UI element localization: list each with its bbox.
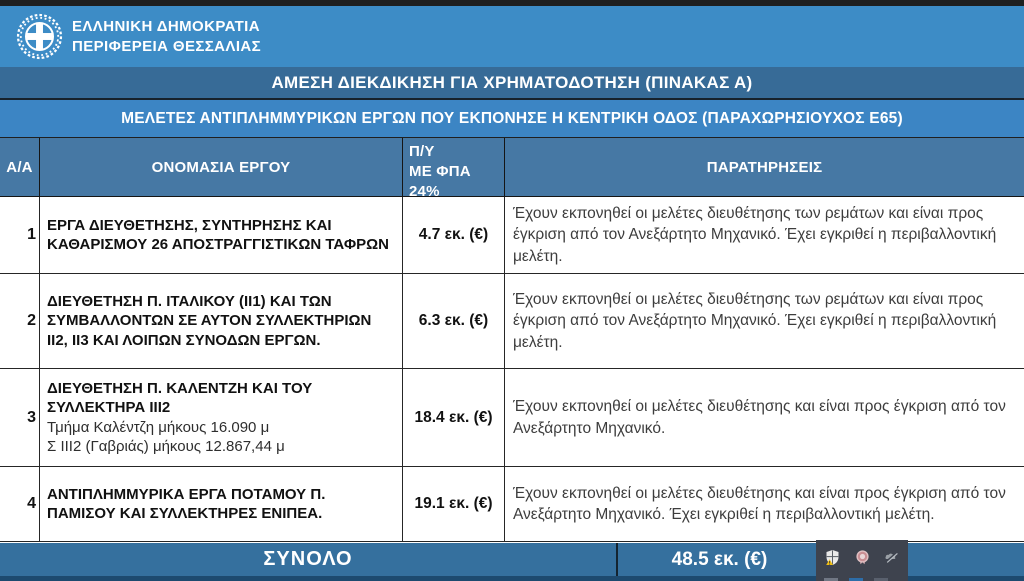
project-remarks-text: Έχουν εκπονηθεί οι μελέτες διευθέτησης και είναι προς έγκριση από τον Ανεξάρτητο Μηχανικό.: [513, 398, 1006, 437]
project-budget: 4.7 εκ. (€): [403, 197, 505, 274]
total-value: 48.5 εκ. (€): [671, 548, 768, 570]
muted-disabled-icon[interactable]: [883, 549, 900, 566]
org-line1: ΕΛΛΗΝΙΚΗ ΔΗΜΟΚΡΑΤΙΑ: [72, 18, 260, 35]
project-budget: 19.1 εκ. (€): [403, 467, 505, 542]
project-remarks-text: Έχουν εκπονηθεί οι μελέτες διευθέτησης των ρεμάτων και είναι προς έγκριση από τον Ανεξάρτητο Μηχανικό. Έχει εγκριθεί η περιβαλλοντική μελέτη.: [513, 204, 997, 265]
project-budget: 18.4 εκ. (€): [403, 369, 505, 467]
project-remarks-text: Έχουν εκπονηθεί οι μελέτες διευθέτησης και είναι προς έγκριση από τον Ανεξάρτητο Μηχανικό. Έχει εγκριθεί η περιβαλλοντική μελέτη.: [513, 484, 1006, 523]
project-detail-line: Σ III2 (Γαβριάς) μήκους 12.867,44 μ: [47, 438, 285, 455]
app-badge-icon[interactable]: [854, 549, 871, 566]
project-name: [40, 369, 403, 467]
project-name: [40, 467, 403, 542]
budget-header-line2: ΜΕ ΦΠΑ: [409, 163, 471, 180]
budget-header-line1: Π/Υ: [409, 143, 435, 160]
project-name-text: ΕΡΓΑ ΔΙΕΥΘΕΤΗΣΗΣ, ΣΥΝΤΗΡΗΣΗΣ ΚΑΙ ΚΑΘΑΡΙΣΜΟΥ 26 ΑΠΟΣΤΡΑΓΓΙΣΤΙΚΩΝ ΤΑΦΡΩΝ: [47, 216, 390, 253]
col-header-num: Α/Α: [0, 138, 40, 197]
project-name-text: ΔΙΕΥΘΕΤΗΣΗ Π. ΚΑΛΕΝΤΖΗ ΚΑΙ ΤΟΥ ΣΥΛΛΕΚΤΗΡΑ III2: [47, 379, 313, 416]
total-label: ΣΥΝΟΛΟ: [0, 543, 618, 576]
page-title: ΑΜΕΣΗ ΔΙΕΚΔΙΚΗΣΗ ΓΙΑ ΧΡΗΜΑΤΟΔΟΤΗΣΗ (ΠΙΝΑΚΑΣ Α): [271, 72, 753, 92]
system-tray-popup[interactable]: [816, 540, 908, 581]
col-header-remarks: ΠΑΡΑΤΗΡΗΣΕΙΣ: [505, 138, 1024, 197]
org-line2: ΠΕΡΙΦΕΡΕΙΑ ΘΕΣΣΑΛΙΑΣ: [72, 38, 262, 55]
project-remarks-text: Έχουν εκπονηθεί οι μελέτες διευθέτησης των ρεμάτων και είναι προς έγκριση από τον Ανεξάρτητο Μηχανικό. Έχει εγκριθεί η περιβαλλοντική μελέτη.: [513, 290, 997, 351]
title-band: [0, 67, 1024, 100]
row-number: 3: [0, 369, 40, 467]
project-remarks: [505, 197, 1024, 274]
project-name-text: ΔΙΕΥΘΕΤΗΣΗ Π. ΙΤΑΛΙΚΟΥ (II1) ΚΑΙ ΤΩΝ ΣΥΜΒΑΛΛΟΝΤΩΝ ΣΕ ΑΥΤΟΝ ΣΥΛΛΕΚΤΗΡΙΩΝ II2, II3 ΚΑΙ ΛΟΙΠΩΝ ΣΥΝΟΔΩΝ ΕΡΓΩΝ.: [47, 292, 372, 349]
project-name: [40, 197, 403, 274]
page-subtitle: ΜΕΛΕΤΕΣ ΑΝΤΙΠΛΗΜΜΥΡΙΚΩΝ ΕΡΓΩΝ ΠΟΥ ΕΚΠΟΝΗΣΕ Η ΚΕΝΤΡΙΚΗ ΟΔΟΣ (ΠΑΡΑΧΩΡΗΣΙΟΥΧΟΣ Ε65): [121, 109, 903, 127]
project-remarks: [505, 369, 1024, 467]
col-header-budget: [403, 138, 505, 197]
security-shield-warning-icon[interactable]: [824, 549, 841, 566]
row-number: 1: [0, 197, 40, 274]
row-number: 4: [0, 467, 40, 542]
greek-republic-emblem-icon: [16, 13, 63, 60]
projects-table: [0, 137, 1024, 542]
row-number: 2: [0, 274, 40, 369]
project-remarks: [505, 274, 1024, 369]
header-band: [0, 6, 1024, 68]
project-budget: 6.3 εκ. (€): [403, 274, 505, 369]
organization-name: [72, 17, 261, 57]
project-detail-line: Τμήμα Καλέντζη μήκους 16.090 μ: [47, 418, 270, 436]
project-name-text: ΑΝΤΙΠΛΗΜΜΥΡΙΚΑ ΕΡΓΑ ΠΟΤΑΜΟΥ Π. ΠΑΜΙΣΟΥ ΚΑΙ ΣΥΛΛΕΚΤΗΡΕΣ ΕΝΙΠΕΑ.: [47, 485, 326, 522]
col-header-name: ΟΝΟΜΑΣΙΑ ΕΡΓΟΥ: [40, 138, 403, 197]
project-name: [40, 274, 403, 369]
tray-icon-row: [816, 540, 908, 566]
subtitle-band: [0, 100, 1024, 137]
project-remarks: [505, 467, 1024, 542]
budget-header-line3: 24%: [409, 183, 440, 197]
